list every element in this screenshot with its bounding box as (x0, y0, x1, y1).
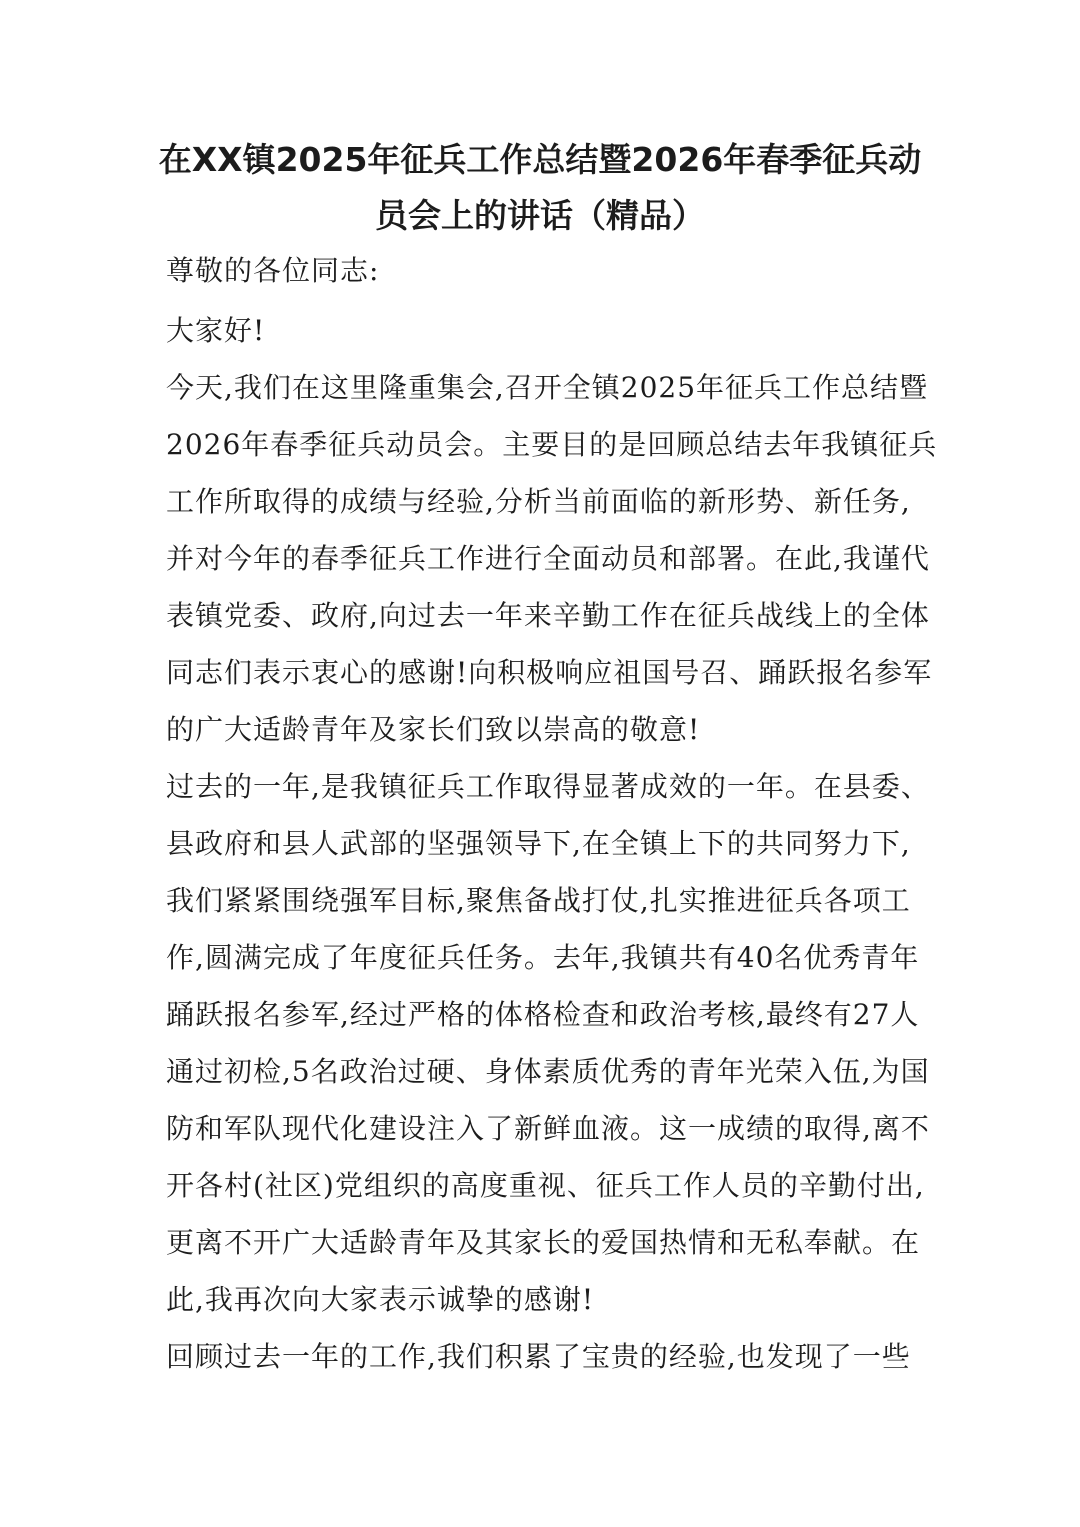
body-line: 同志们表示衷心的感谢!向积极响应祖国号召、踊跃报名参军 (166, 656, 933, 689)
body-line: 县政府和县人武部的坚强领导下,在全镇上下的共同努力下, (166, 827, 911, 860)
body-line: 通过初检,5名政治过硬、身体素质优秀的青年光荣入伍,为国 (166, 1055, 930, 1088)
body-line: 并对今年的春季征兵工作进行全面动员和部署。在此,我谨代 (166, 542, 930, 575)
body-line: 此,我再次向大家表示诚挚的感谢! (166, 1283, 595, 1316)
body-line: 回顾过去一年的工作,我们积累了宝贵的经验,也发现了一些 (166, 1340, 911, 1373)
document-title-line-1: 在XX镇2025年征兵工作总结暨2026年春季征兵动 (158, 140, 922, 179)
body-line: 开各村(社区)党组织的高度重视、征兵工作人员的辛勤付出, (166, 1169, 925, 1202)
body-line: 的广大适龄青年及家长们致以崇高的敬意! (166, 713, 701, 746)
body-line: 我们紧紧围绕强军目标,聚焦备战打仗,扎实推进征兵各项工 (166, 884, 911, 917)
body-line: 防和军队现代化建设注入了新鲜血液。这一成绩的取得,离不 (166, 1112, 930, 1145)
body-line: 今天,我们在这里隆重集会,召开全镇2025年征兵工作总结暨 (166, 371, 929, 404)
body-line: 表镇党委、政府,向过去一年来辛勤工作在征兵战线上的全体 (166, 599, 930, 632)
body-line: 更离不开广大适龄青年及其家长的爱国热情和无私奉献。在 (166, 1226, 921, 1259)
body-line: 过去的一年,是我镇征兵工作取得显著成效的一年。在县委、 (166, 770, 930, 803)
greeting-line: 大家好! (166, 314, 266, 347)
body-line: 踊跃报名参军,经过严格的体格检查和政治考核,最终有27人 (166, 998, 920, 1031)
salutation-line: 尊敬的各位同志: (166, 254, 380, 287)
body-line: 工作所取得的成绩与经验,分析当前面临的新形势、新任务, (166, 485, 911, 518)
document-title-line-2: 员会上的讲话（精品） (375, 196, 705, 235)
body-line: 2026年春季征兵动员会。主要目的是回顾总结去年我镇征兵 (166, 428, 938, 461)
body-line: 作,圆满完成了年度征兵任务。去年,我镇共有40名优秀青年 (166, 941, 920, 974)
